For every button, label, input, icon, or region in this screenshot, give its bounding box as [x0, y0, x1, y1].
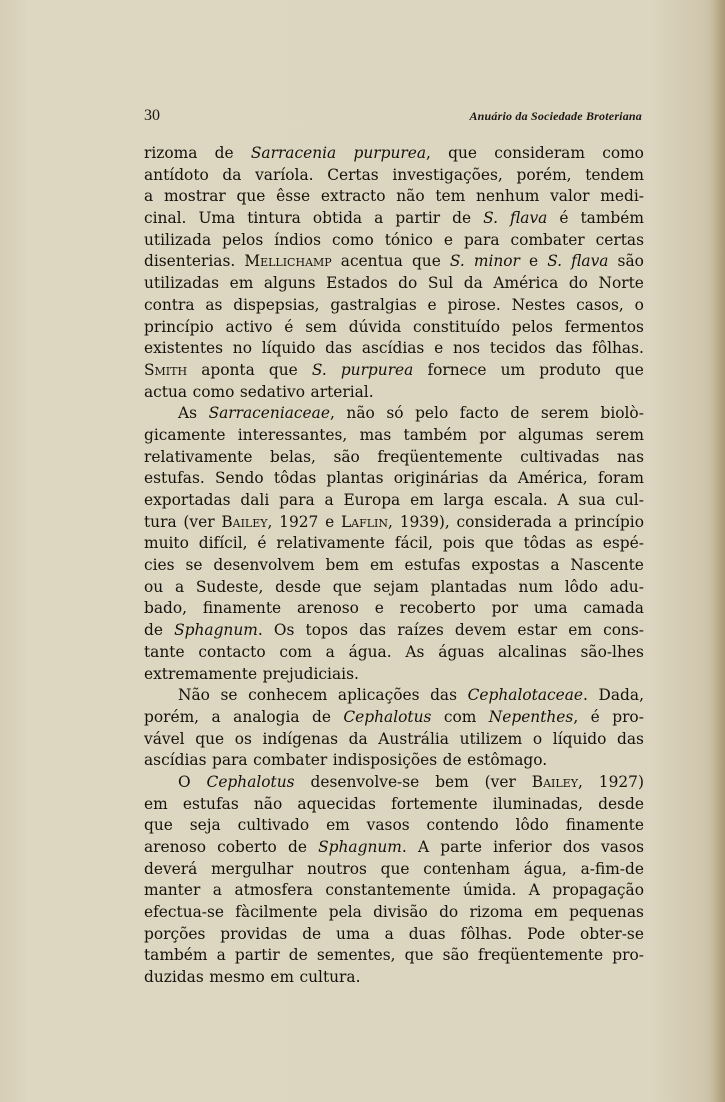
text-line: antídoto da varíola. Certas investigações, porém, tendem — [144, 165, 644, 184]
text-line: efectua-se fàcilmente pela divisão do rizoma em pequenas — [144, 903, 644, 922]
text-line: bado, finamente arenoso e recoberto por uma camada — [144, 599, 644, 618]
text-line: As Sarraceniaceae, não só pelo facto de serem biolò- — [178, 404, 644, 423]
text-line: extremamente prejudiciais. — [144, 664, 359, 683]
text-line: cinal. Uma tintura obtida a partir de S. flava é também — [144, 209, 644, 228]
text-line: também a partir de sementes, que são freqüentemente pro- — [144, 946, 644, 965]
text-line: a mostrar que êsse extracto não tem nenhum valor medi- — [144, 187, 644, 206]
text-line: princípio activo é sem dúvida constituído pelos fermentos — [144, 317, 644, 336]
text-line: porém, a analogia de Cephalotus com Nepenthes, é pro- — [144, 707, 644, 726]
text-line: que seja cultivado em vasos contendo lôdo finamente — [144, 816, 644, 835]
page-edge — [711, 0, 725, 1102]
text-line: utilizadas em alguns Estados do Sul da América do Norte — [144, 274, 644, 293]
text-line: muito difícil, é relativamente fácil, pois que tôdas as espé- — [144, 534, 644, 553]
text-line: arenoso coberto de Sphagnum. A parte inferior dos vasos — [144, 838, 644, 856]
text-line: duzidas mesmo em cultura. — [144, 968, 361, 987]
page-number: 30 — [144, 107, 160, 124]
text-line: exportadas dali para a Europa em larga escala. A sua cul- — [144, 491, 644, 509]
body-text — [144, 143, 644, 989]
text-line: vável que os indígenas da Austrália utilizem o líquido das — [144, 729, 644, 748]
text-line: actua como sedativo arterial. — [144, 382, 374, 401]
text-line: em estufas não aquecidas fortemente iluminadas, desde — [144, 794, 644, 813]
page-header — [144, 107, 642, 129]
text-line: rizoma de Sarracenia purpurea, que consideram como — [144, 144, 644, 162]
text-line: deverá mergulhar noutros que contenham água, a-fim-de — [144, 859, 644, 878]
text-line: de Sphagnum. Os topos das raízes devem estar em cons- — [144, 621, 644, 640]
text-line: estufas. Sendo tôdas plantas originárias da América, foram — [144, 469, 644, 488]
text-line: gicamente interessantes, mas também por algumas serem — [144, 425, 644, 444]
text-line: tante contacto com a água. As águas alcalinas são-lhes — [144, 642, 644, 661]
text-line: Não se conhecem aplicações das Cephalotaceae. Dada, — [178, 686, 644, 705]
text-line: utilizada pelos índios como tónico e para combater certas — [144, 230, 644, 249]
text-line: existentes no líquido das ascídias e nos tecidos das fôlhas. — [144, 339, 644, 358]
text-line: cies se desenvolvem bem em estufas expostas a Nascente — [144, 556, 644, 575]
text-line: contra as dispepsias, gastralgias e pirose. Nestes casos, o — [144, 295, 644, 314]
text-line: Smith aponta que S. purpurea fornece um produto que — [144, 360, 644, 379]
text-line: porções providas de uma a duas fôlhas. Pode obter-se — [144, 924, 644, 943]
running-title: Anuário da Sociedade Broteriana — [469, 109, 642, 123]
text-line: tura (ver Bailey, 1927 e Laflin, 1939), considerada a princípio — [144, 512, 644, 531]
text-line: ou a Sudeste, desde que sejam plantadas num lôdo adu- — [144, 577, 644, 596]
text-line: manter a atmosfera constantemente úmida. A propagação — [144, 881, 644, 900]
text-line: O Cephalotus desenvolve-se bem (ver Bailey, 1927) — [178, 772, 644, 791]
text-line: ascídias para combater indisposições de estômago. — [144, 751, 548, 770]
text-line: disenterias. Mellichamp acentua que S. minor e S. flava são — [144, 252, 644, 271]
text-line: relativamente belas, são freqüentemente cultivadas nas — [144, 447, 644, 466]
